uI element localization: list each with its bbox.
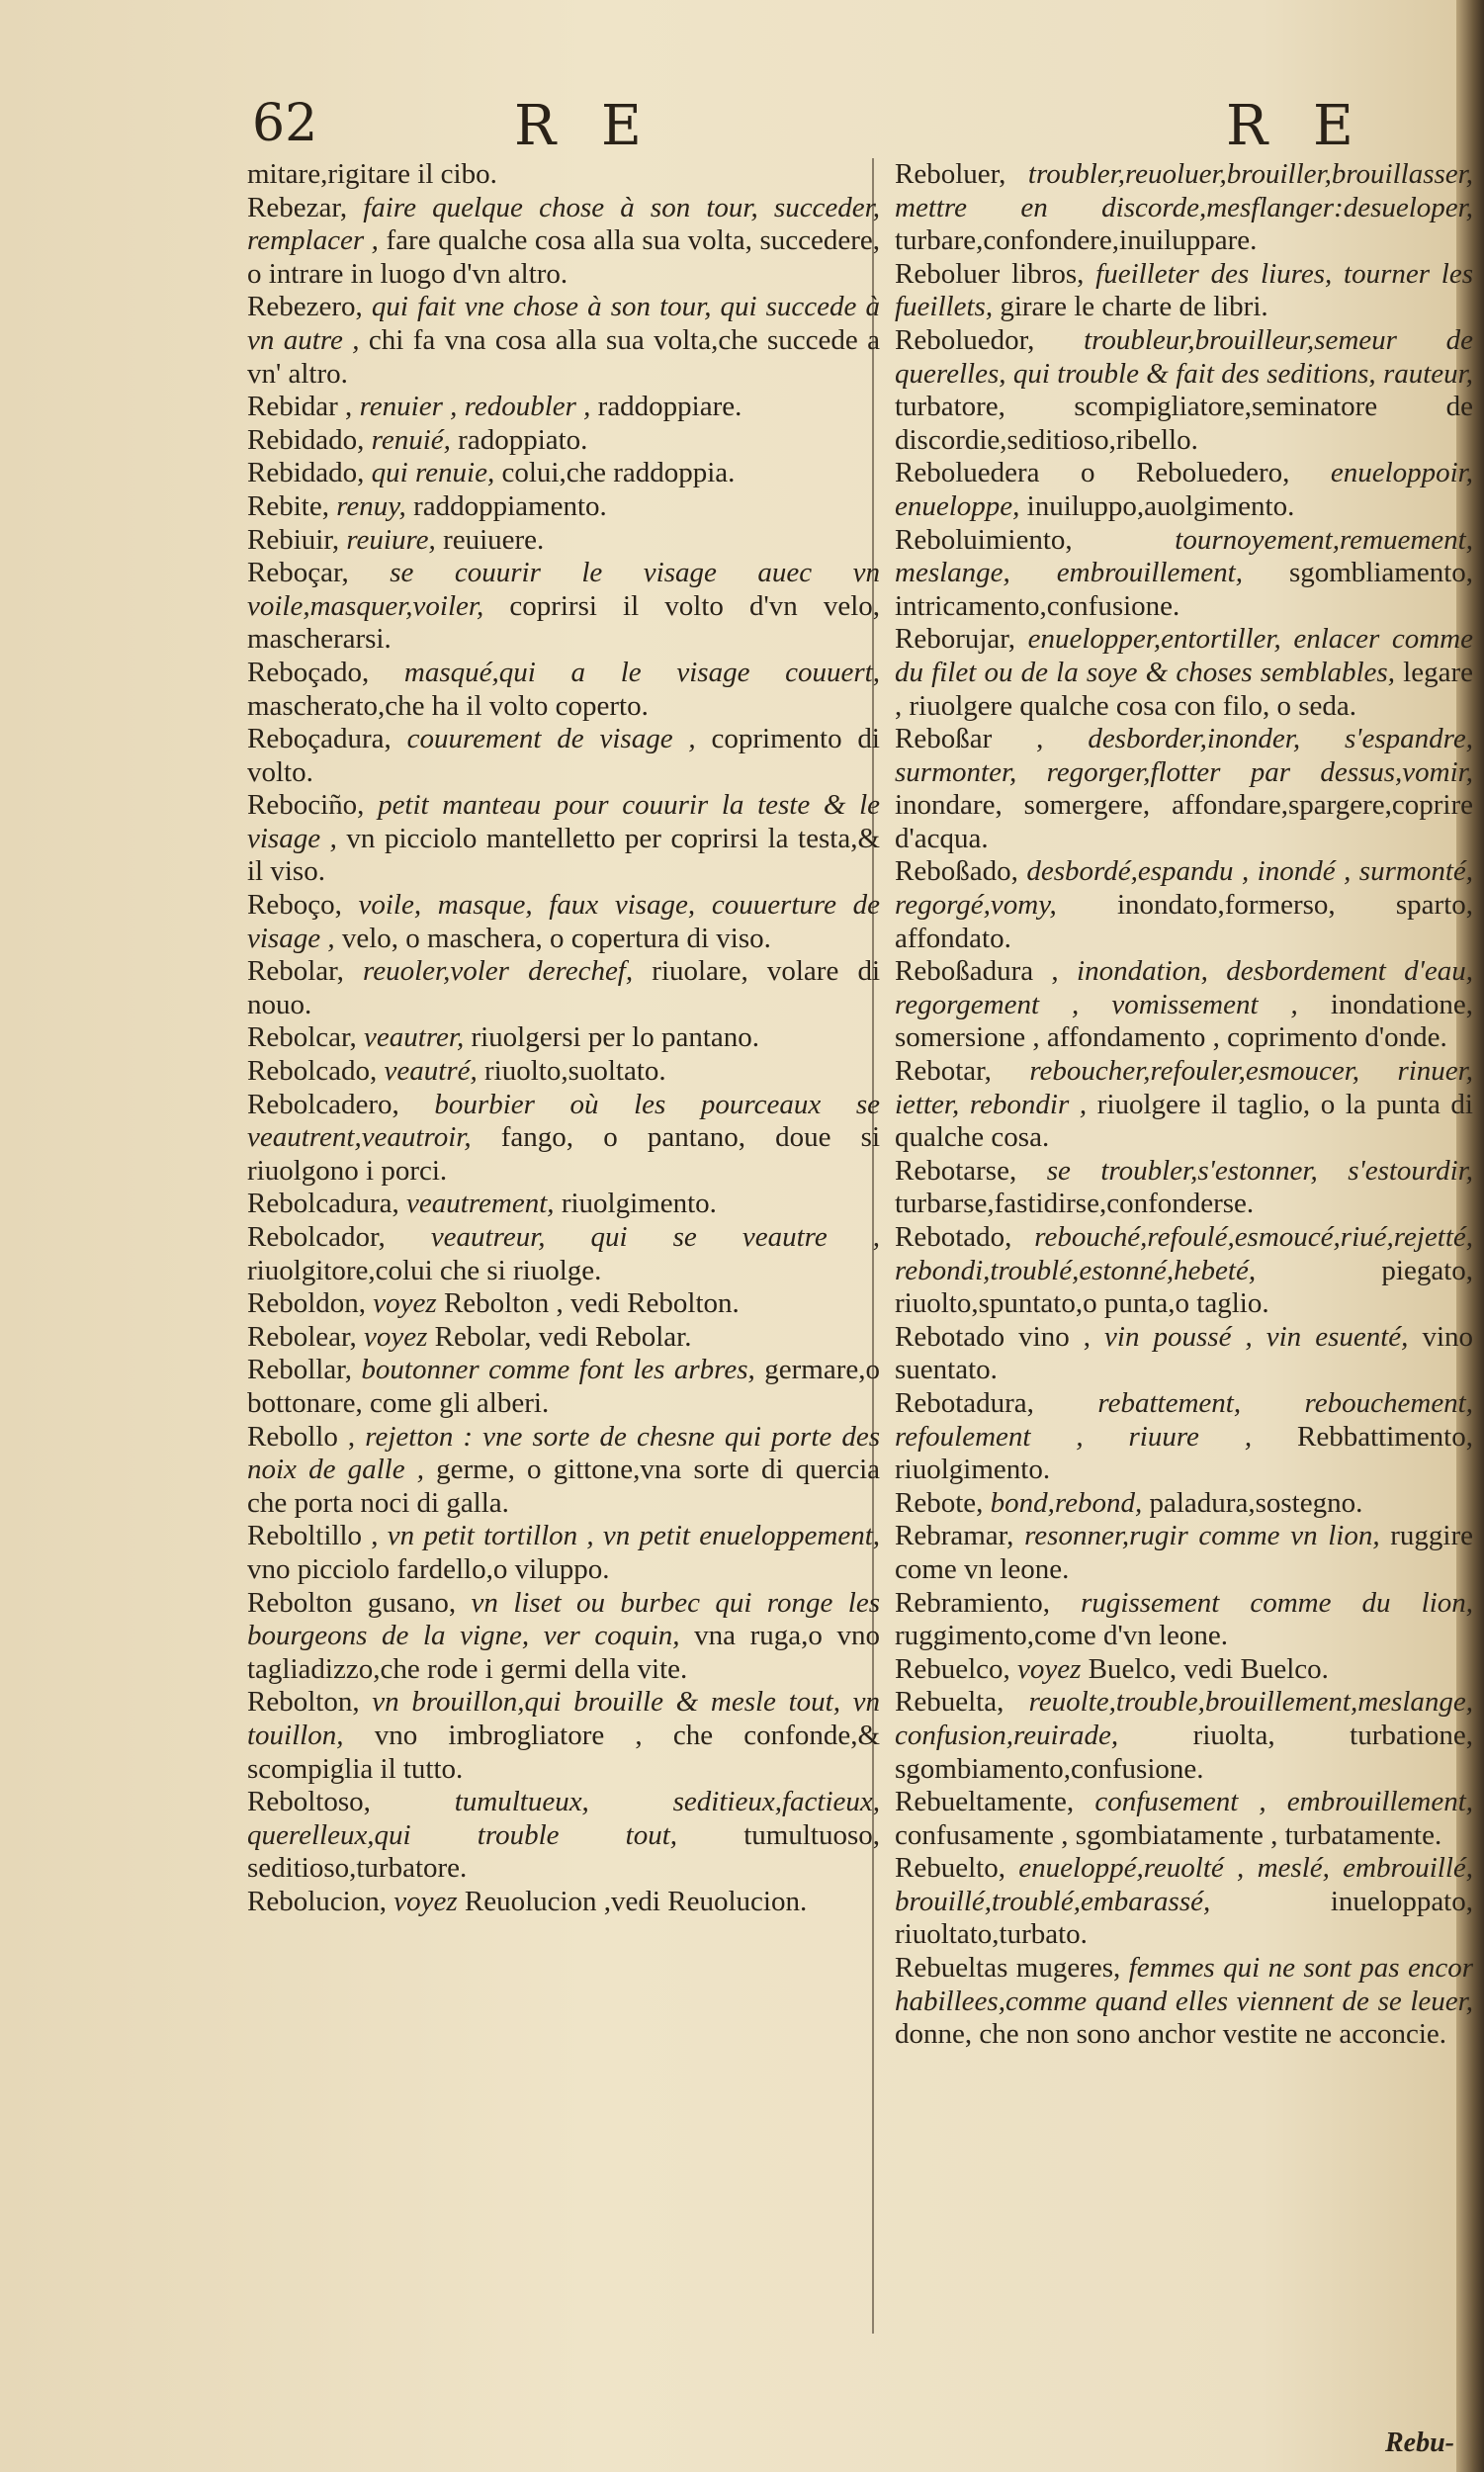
headword: Rebidar , [247,391,353,423]
page-number: 62 [252,94,318,153]
right-column [895,158,1473,2052]
french-gloss: petit manteau pour couurir la teste & le visage , [247,789,881,854]
italian-gloss: paladura,sostegno. [1149,1486,1363,1519]
dictionary-entry [895,258,1473,324]
headword: Rebotar, [895,1055,992,1088]
french-gloss: rugissement comme du lion, [1081,1586,1473,1619]
headword: Rebolcador, [247,1221,386,1253]
headword: Rebotadura, [895,1386,1034,1419]
french-gloss: masqué,qui a le visage couuert, [403,656,880,688]
italian-gloss: vn picciolo mantelletto per coprirsi la testa,& il viso. [247,822,880,888]
french-gloss: vin poussé , vin esuenté, [1104,1320,1409,1353]
running-head-right: R E [1226,94,1367,158]
french-gloss: enuelopper,entortiller, enlacer comme du filet ou de la soye & choses semblables, [895,623,1473,688]
headword: Reborujar, [895,623,1016,656]
dictionary-entry [247,1421,880,1521]
italian-gloss: coprimento di volto. [247,723,880,788]
french-gloss: confusement , embrouillement, [1094,1786,1473,1818]
italian-gloss: raddoppiare. [597,391,742,423]
italian-gloss: colui,che raddoppia. [501,457,736,489]
dictionary-entry [247,557,880,657]
italian-gloss: turbatore, scompigliatore,seminatore de discordie,seditioso,ribello. [895,391,1473,456]
italian-gloss: turbarse,fastidirse,confonderse. [895,1188,1255,1220]
headword: Rebolton gusano, [247,1586,457,1619]
italian-gloss: inueloppato, riuoltato,turbato. [895,1885,1473,1951]
headword: Rebollar, [247,1354,352,1386]
french-gloss: bond,rebond, [990,1486,1143,1519]
italian-gloss: riuolto,suoltato. [483,1055,666,1088]
headword: Reboldon, [247,1287,367,1320]
dictionary-entry [247,1055,880,1089]
dictionary-entry [895,1321,1473,1387]
italian-gloss: riuolgitore,colui che si riuolge. [247,1254,602,1286]
italian-gloss: ruggire come vn leone. [895,1520,1473,1585]
italian-gloss: turbare,confondere,inuiluppare. [895,224,1258,257]
french-gloss: qui fait vne chose à son tour, qui succede à vn autre , [247,291,880,356]
dictionary-entry [895,457,1473,523]
headword: Rebezero, [247,291,363,323]
dictionary-entry [895,955,1473,1055]
french-gloss: veautreur, qui se veautre , [430,1221,880,1253]
italian-gloss: radoppiato. [458,423,588,456]
french-gloss: reuiure, [346,523,436,556]
dictionary-entry [247,192,880,292]
italian-gloss: riuolgere il taglio, o la punta di qualche cosa. [895,1088,1473,1154]
headword: Rebociño, [247,789,365,822]
italian-gloss: velo, o maschera, o copertura di viso. [341,922,771,954]
catchword: Rebu- [1385,2428,1454,2458]
dictionary-entry [895,524,1473,624]
italian-gloss: Buelco, vedi Buelco. [1088,1652,1329,1685]
dictionary-entry [895,158,1473,258]
headword: Reboçadura, [247,723,392,755]
italian-gloss: riuolta, turbatione, sgombiamento,confusione. [895,1719,1473,1785]
headword: Reboltillo , [247,1520,379,1552]
french-gloss: tournoyement,remuement, meslange, embrouillement, [895,523,1473,589]
headword: Reboltoso, [247,1786,371,1818]
dictionary-entry [895,1387,1473,1487]
french-gloss: rebattement, rebouchement, refoulement , riuure , [895,1386,1473,1453]
dictionary-entry [247,1686,880,1786]
headword: Reboçar, [247,557,349,589]
french-gloss: renuy, [336,489,406,522]
headword: Rebotado, [895,1221,1012,1253]
headword: Reboluer libros, [895,257,1085,290]
italian-gloss: Rebbattimento, riuolgimento. [895,1420,1473,1486]
headword: Rebotado vino , [895,1320,1091,1353]
french-gloss: voile, masque, faux visage, couuerture de visage , [247,889,881,954]
italian-gloss: mitare,rigitare il cibo. [247,158,497,190]
headword: Reboßadura , [895,955,1059,988]
french-gloss: qui renuie, [371,457,495,489]
italian-gloss: Reuolucion ,vedi Reuolucion. [464,1885,808,1917]
french-gloss: fueilleter des liures, tourner les fueillets, [895,257,1473,323]
dictionary-entry [247,657,880,723]
dictionary-entry [247,1786,880,1886]
french-gloss: rebouché,refoulé,esmoucé,riué,rejetté, rebondi,troublé,estonné,hebeté, [895,1221,1473,1286]
dictionary-entry [895,723,1473,855]
french-gloss: inondation, desbordement d'eau, regorgement , vomissement , [895,955,1474,1020]
italian-gloss: legare , riuolgere qualche cosa con filo, o seda. [895,656,1473,722]
french-gloss: resonner,rugir comme vn lion, [1024,1520,1380,1552]
dictionary-entry [247,158,880,192]
headword: Rebolcar, [247,1021,357,1054]
dictionary-entry [247,1321,880,1355]
french-gloss: enueloppoir, enueloppe, [895,457,1474,522]
french-gloss: femmes qui ne sont pas encor habillees,comme quand elles viennent de se leuer, [895,1952,1474,2017]
dictionary-entry [895,1587,1473,1653]
headword: Rebolucion, [247,1885,387,1917]
italian-gloss: inondare, somergere, affondare,spargere,coprire d'acqua. [895,789,1473,854]
dictionary-entry [247,723,880,789]
french-gloss: rejetton : vne sorte de chesne qui porte des noix de galle , [247,1420,880,1486]
italian-gloss: inuiluppo,auolgimento. [1026,489,1295,522]
italian-gloss: coprirsi il volto d'vn velo, mascherarsi. [247,589,881,656]
italian-gloss: raddoppiamento. [413,489,607,522]
french-gloss: faire quelque chose à son tour, succeder, remplacer , [247,191,880,257]
headword: Rebolear, [247,1320,357,1353]
french-gloss: couurement de visage , [406,723,696,755]
dictionary-entry [895,1155,1473,1221]
headword: Reboço, [247,889,342,922]
french-gloss: veautré, [384,1055,478,1088]
dictionary-entry [895,1221,1473,1321]
dictionary-entry [895,1852,1473,1952]
headword: Rebolcado, [247,1055,378,1088]
french-gloss: enueloppé,reuolté , meslé, embrouillé, brouillé,troublé,embarassé, [895,1852,1474,1917]
dictionary-entry [895,1520,1473,1586]
headword: Rebiuir, [247,523,340,556]
french-gloss: voyez [1017,1652,1082,1685]
headword: Rebolcadura, [247,1188,399,1220]
french-gloss: reuolte,trouble,brouillement,meslange, confusion,reuirade, [895,1686,1473,1751]
french-gloss: veautrement, [406,1188,555,1220]
headword: Rebramar, [895,1520,1014,1552]
italian-gloss: germare,o bottonare, come gli alberi. [247,1354,880,1419]
french-gloss: voyez [393,1885,458,1917]
french-gloss: reuoler,voler derechef, [363,955,634,988]
dictionary-entry [895,1686,1473,1786]
headword: Rebotarse, [895,1154,1017,1187]
headword: Reboßado, [895,855,1018,888]
dictionary-entry [895,1487,1473,1521]
italian-gloss: riuolare, volare di nouo. [247,955,881,1020]
italian-gloss: sgombliamento, intricamento,confusione. [895,557,1474,622]
french-gloss: bourbier où les pourceaux se veautrent,veautroir, [247,1088,881,1154]
dictionary-entry [247,1886,880,1919]
headword: Rebollo , [247,1420,356,1453]
headword: Rebueltas mugeres, [895,1952,1121,1985]
headword: Rebuelto, [895,1852,1005,1885]
italian-gloss: tumultuoso, seditioso,turbatore. [247,1818,880,1885]
french-gloss: vn liset ou burbec qui ronge les bourgeons de la vigne, ver coquin, [247,1586,880,1652]
dictionary-entry [247,1089,880,1189]
running-head-left: R E [514,94,655,158]
headword: Rebuelco, [895,1652,1010,1685]
dictionary-entry [895,855,1473,955]
french-gloss: se couurir le visage auec vn voile,masquer,voiler, [247,557,880,622]
italian-gloss: mascherato,che ha il volto coperto. [247,689,649,722]
dictionary-entry [247,1188,880,1221]
headword: Rebidado, [247,423,365,456]
italian-gloss: reuiuere. [443,523,545,556]
headword: Rebezar, [247,191,348,223]
italian-gloss: fare qualche cosa alla sua volta, succedere, o intrare in luogo d'vn altro. [247,224,880,290]
french-gloss: renuié, [371,423,451,456]
dictionary-entry [895,623,1473,723]
italian-gloss: germe, o gittone,vna sorte di quercia che porta noci di galla. [247,1454,880,1519]
headword: Rebite, [247,489,329,522]
italian-gloss: vno picciolo fardello,o viluppo. [247,1552,610,1585]
french-gloss: voyez [364,1320,428,1353]
french-gloss: tumultueux, seditieux,factieux, querelleux,qui trouble tout, [247,1786,880,1851]
headword: Reboßar , [895,723,1044,755]
headword: Reboluedor, [895,323,1035,356]
italian-gloss: ruggimento,come d'vn leone. [895,1620,1229,1652]
italian-gloss: vino suentato. [895,1320,1474,1386]
dictionary-entry [247,490,880,524]
dictionary-entry [895,1952,1473,2052]
headword: Rebramiento, [895,1586,1051,1619]
italian-gloss: confusamente , sgombiatamente , turbatamente. [895,1818,1442,1851]
italian-gloss: fango, o pantano, doue si riuolgono i porci. [247,1121,881,1187]
dictionary-entry [247,424,880,458]
headword: Rebolcadero, [247,1088,399,1120]
french-gloss: renuier , redoubler , [359,391,591,423]
dictionary-entry [247,1221,880,1287]
dictionary-entry [247,291,880,391]
headword: Rebueltamente, [895,1786,1075,1818]
italian-gloss: chi fa vna cosa alla sua volta,che succede a vn' altro. [247,323,880,390]
dictionary-entry [247,457,880,490]
headword: Reboluedera o Reboluedero, [895,457,1290,489]
italian-gloss: girare le charte de libri. [1000,291,1268,323]
french-gloss: reboucher,refouler,esmoucer, rinuer, ietter, rebondir , [895,1055,1473,1120]
italian-gloss: inondatione, somersione , affondamento , coprimento d'onde. [895,988,1473,1054]
dictionary-entry [247,1520,880,1586]
left-column [247,158,880,1918]
headword: Reboluer, [895,158,1006,190]
italian-gloss: piegato, riuolto,spuntato,o punta,o taglio. [895,1254,1473,1320]
italian-gloss: Rebolar, vedi Rebolar. [434,1320,692,1353]
headword: Rebuelta, [895,1686,1004,1719]
italian-gloss: riuolgersi per lo pantano. [471,1021,759,1054]
french-gloss: troubleur,brouilleur,semeur de querelles, qui trouble & fait des seditions, rauteur, [895,323,1473,390]
dictionary-entry [895,1786,1473,1852]
dictionary-entry [247,889,880,955]
french-gloss: desbordé,espandu , inondé , surmonté, regorgé,vomy, [895,855,1473,922]
headword: Reboluimiento, [895,523,1073,556]
french-gloss: se troubler,s'estonner, s'estourdir, [1046,1154,1474,1187]
dictionary-entry [247,789,880,889]
italian-gloss: vna ruga,o vno tagliadizzo,che rode i germi della vite. [247,1620,881,1685]
french-gloss: vn petit tortillon , vn petit enueloppement, [387,1520,881,1552]
dictionary-entry [247,1021,880,1055]
french-gloss: boutonner comme font les arbres, [361,1354,755,1386]
dictionary-entry [895,1653,1473,1687]
italian-gloss: riuolgimento. [561,1188,717,1220]
dictionary-entry [895,1055,1473,1155]
dictionary-entry [247,1354,880,1420]
dictionary-entry [247,1287,880,1321]
italian-gloss: donne, che non sono anchor vestite ne acconcie. [895,2018,1447,2051]
headword: Rebote, [895,1486,984,1519]
headword: Rebidado, [247,457,365,489]
dictionary-entry [247,955,880,1021]
dictionary-entry [895,324,1473,457]
french-gloss: troubler,reuoluer,brouiller,brouillasser, mettre en discorde,mesflanger:desueloper, [895,158,1473,223]
dictionary-entry [247,391,880,424]
headword: Reboçado, [247,656,370,688]
dictionary-entry [247,524,880,558]
french-gloss: voyez [373,1287,437,1320]
italian-gloss: vno imbrogliatore , che confonde,& scompiglia il tutto. [247,1719,881,1785]
french-gloss: veautrer, [364,1021,465,1054]
french-gloss: desborder,inonder, s'espandre, surmonter, regorger,flotter par dessus,vomir, [895,723,1473,788]
headword: Rebolton, [247,1686,360,1719]
french-gloss: vn brouillon,qui brouille & mesle tout, vn touillon, [247,1686,880,1751]
headword: Rebolar, [247,955,344,988]
italian-gloss: Rebolton , vedi Rebolton. [443,1287,740,1320]
italian-gloss: inondato,formerso, sparto, affondato. [895,889,1474,954]
dictionary-entry [247,1587,880,1687]
